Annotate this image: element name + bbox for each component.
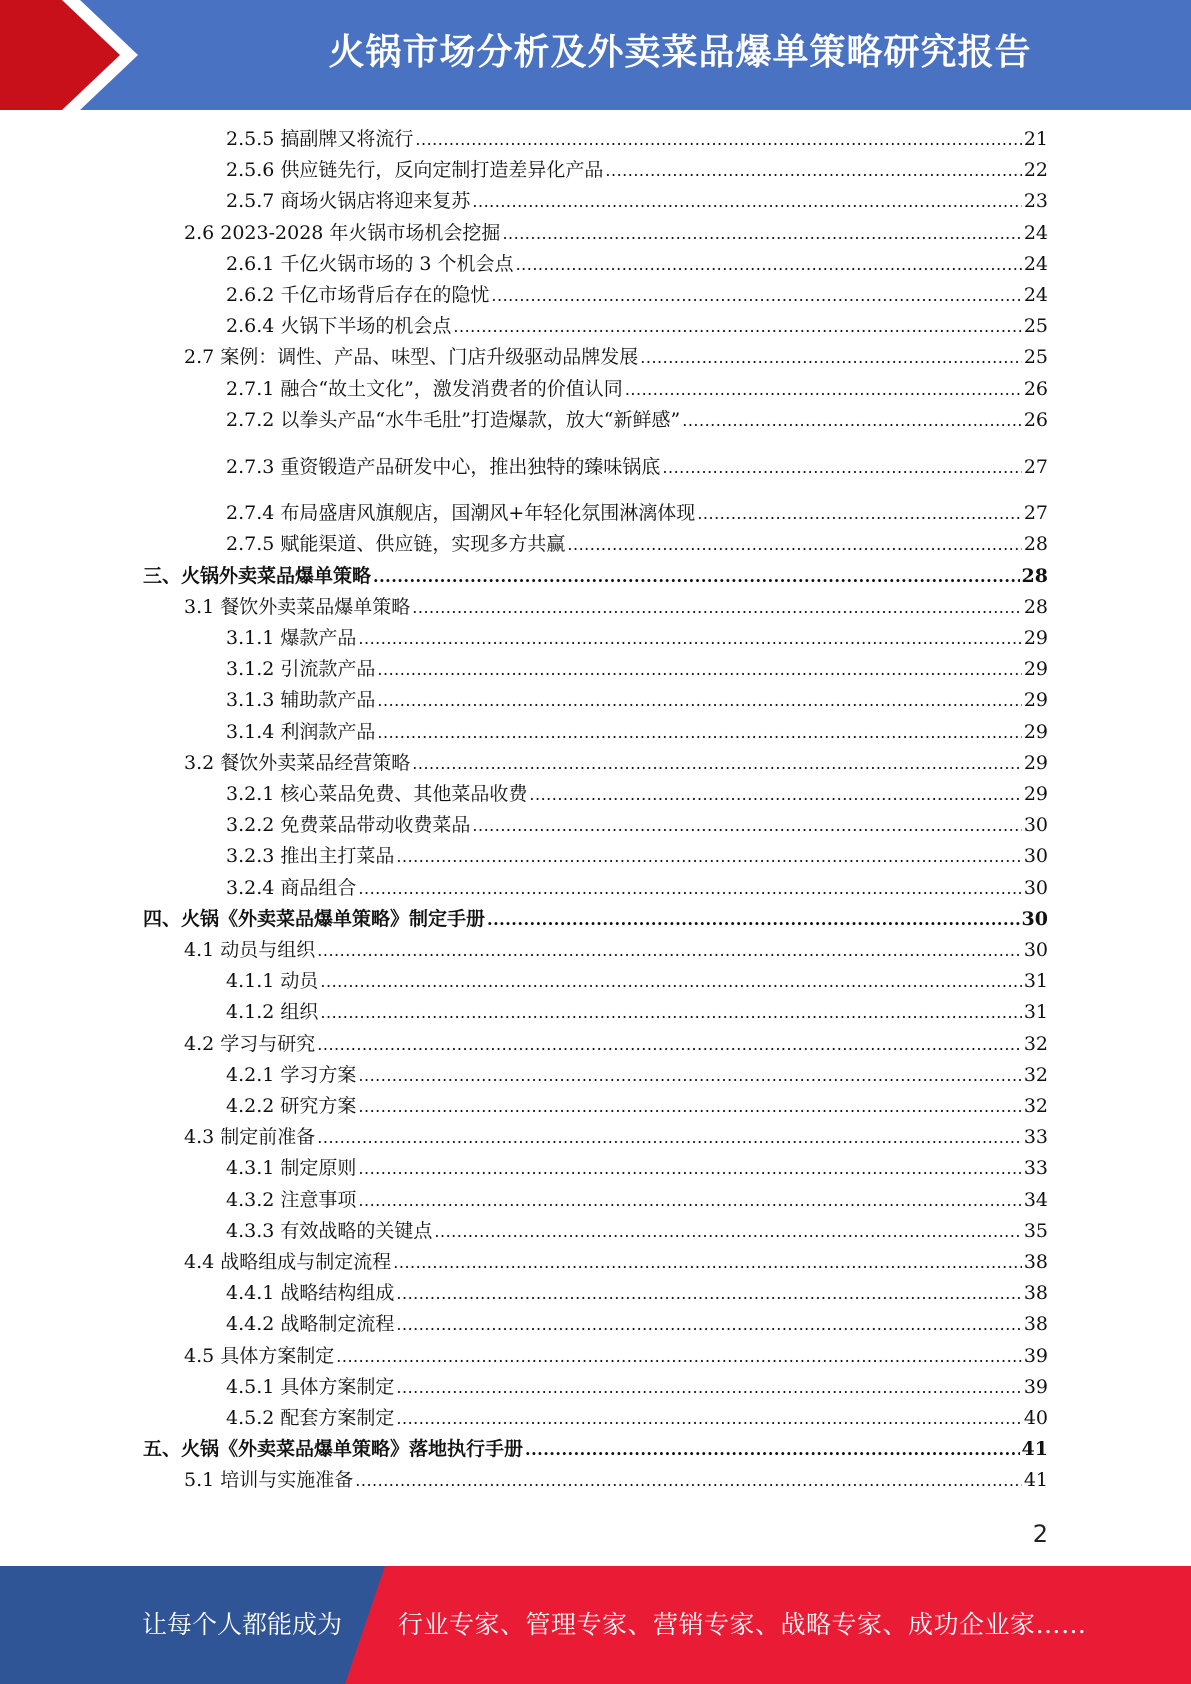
page-number: 2	[1032, 1520, 1048, 1548]
toc-dot-leader	[682, 408, 1022, 432]
toc-dot-leader	[412, 751, 1022, 775]
toc-entry[interactable]	[184, 1032, 1048, 1056]
toc-dot-leader	[487, 907, 1020, 931]
toc-dot-leader	[472, 813, 1021, 837]
toc-entry[interactable]	[226, 657, 1048, 681]
toc-entry-page: 41	[1021, 1438, 1048, 1461]
toc-entry[interactable]	[226, 158, 1048, 182]
toc-entry[interactable]	[226, 501, 1048, 525]
toc-entry[interactable]	[226, 189, 1048, 213]
toc-entry[interactable]	[226, 1094, 1048, 1118]
toc-entry-title: 2.7.3 重资锻造产品研发中心，推出独特的臻味锅底	[226, 456, 661, 478]
header-red-chevron	[0, 0, 150, 110]
toc-entry-title: 4.3.1 制定原则	[226, 1157, 357, 1180]
toc-dot-leader	[320, 1000, 1021, 1024]
toc-entry[interactable]	[226, 844, 1048, 868]
toc-entry-title: 3.2.3 推出主打菜品	[226, 845, 395, 868]
toc-dot-leader	[358, 876, 1021, 900]
toc-entry-page: 29	[1023, 720, 1048, 743]
toc-entry-title: 3.1.2 引流款产品	[226, 658, 376, 681]
toc-entry-page: 38	[1023, 1313, 1048, 1336]
toc-entry[interactable]	[226, 283, 1048, 307]
toc-entry-page: 29	[1023, 689, 1048, 712]
toc-entry-page: 29	[1023, 751, 1048, 774]
toc-dot-leader	[336, 1344, 1022, 1368]
toc-entry-title: 3.1 餐饮外卖菜品爆单策略	[184, 595, 411, 618]
toc-entry-title: 2.7 案例：调性、产品、味型、门店升级驱动品牌发展	[184, 346, 639, 369]
toc-entry[interactable]	[226, 455, 1048, 479]
toc-dot-leader	[377, 657, 1021, 681]
toc-entry-title: 4.3.2 注意事项	[226, 1188, 357, 1211]
toc-dot-leader	[434, 1219, 1021, 1243]
toc-entry[interactable]	[226, 1375, 1048, 1399]
toc-entry-title: 5.1 培训与实施准备	[184, 1469, 354, 1492]
toc-entry[interactable]	[184, 1125, 1048, 1149]
toc-entry[interactable]	[226, 782, 1048, 806]
toc-entry-page: 38	[1023, 1251, 1048, 1273]
toc-entry-page: 39	[1023, 1375, 1048, 1398]
toc-entry-page: 27	[1023, 502, 1048, 525]
toc-entry-title: 2.6.1 千亿火锅市场的 3 个机会点	[226, 252, 514, 275]
toc-entry-title: 4.3 制定前准备	[184, 1126, 316, 1149]
toc-entry-title: 4.3.3 有效战略的关键点	[226, 1219, 433, 1242]
toc-entry[interactable]	[226, 377, 1048, 401]
toc-entry-title: 3.2.4 商品组合	[226, 876, 357, 899]
toc-entry-title: 4.1.2 组织	[226, 1001, 319, 1024]
toc-dot-leader	[358, 626, 1021, 650]
toc-entry-page: 22	[1023, 159, 1048, 182]
toc-entry[interactable]	[226, 1063, 1048, 1087]
toc-entry-page: 29	[1023, 658, 1048, 681]
toc-entry[interactable]	[184, 221, 1048, 245]
toc-dot-leader	[317, 1125, 1022, 1149]
toc-entry-title: 3.2.2 免费菜品带动收费菜品	[226, 814, 471, 837]
toc-entry-page: 31	[1023, 1001, 1048, 1024]
toc-dot-leader	[529, 782, 1021, 806]
toc-dot-leader	[358, 1188, 1021, 1212]
footer-slogan-right: 行业专家、管理专家、营销专家、战略专家、成功企业家……	[398, 1610, 1087, 1639]
toc-entry-page: 32	[1023, 1063, 1048, 1086]
toc-entry-page: 30	[1023, 939, 1048, 961]
toc-entry[interactable]	[226, 1406, 1048, 1430]
toc-entry-title: 4.4.2 战略制定流程	[226, 1313, 395, 1336]
header-banner	[0, 0, 1191, 110]
toc-entry[interactable]	[143, 907, 1048, 931]
toc-entry-page: 30	[1023, 845, 1048, 868]
toc-entry-page: 29	[1023, 627, 1048, 649]
toc-entry-page: 24	[1023, 284, 1048, 306]
toc-dot-leader	[393, 1250, 1022, 1274]
toc-entry[interactable]	[226, 626, 1048, 650]
toc-dot-leader	[567, 532, 1021, 556]
toc-dot-leader	[396, 1375, 1021, 1399]
toc-entry-page: 30	[1023, 876, 1048, 899]
toc-entry-title: 4.2.1 学习方案	[226, 1063, 357, 1086]
toc-entry-page: 24	[1023, 221, 1048, 244]
toc-entry-title: 2.6.2 千亿市场背后存在的隐忧	[226, 284, 490, 306]
toc-entry-page: 23	[1023, 190, 1048, 213]
toc-entry[interactable]	[226, 876, 1048, 900]
toc-entry[interactable]	[226, 127, 1048, 151]
toc-dot-leader	[516, 252, 1022, 276]
toc-dot-leader	[640, 345, 1022, 369]
toc-entry-title: 4.5.2 配套方案制定	[226, 1407, 395, 1429]
toc-entry-title: 2.7.4 布局盛唐风旗舰店，国潮风+年轻化氛围淋漓体现	[226, 502, 696, 525]
toc-entry-page: 28	[1023, 533, 1048, 556]
toc-dot-leader	[317, 938, 1022, 962]
footer-slogan-left: 让每个人都能成为	[142, 1610, 343, 1639]
toc-entry[interactable]	[226, 1281, 1048, 1305]
toc-dot-leader	[358, 1156, 1021, 1180]
toc-entry[interactable]	[184, 938, 1048, 962]
toc-entry-title: 2.5.5 搞副牌又将流行	[226, 128, 414, 150]
footer-banner	[0, 1566, 1191, 1684]
toc-entry-page: 25	[1023, 315, 1048, 338]
report-title: 火锅市场分析及外卖菜品爆单策略研究报告	[328, 32, 1032, 73]
toc-entry-title: 4.1 动员与组织	[184, 939, 316, 961]
toc-dot-leader	[396, 1281, 1021, 1305]
toc-dot-leader	[453, 314, 1021, 338]
toc-entry-page: 40	[1023, 1407, 1048, 1429]
toc-entry[interactable]	[226, 1188, 1048, 1212]
toc-entry-title: 4.5 具体方案制定	[184, 1344, 335, 1367]
toc-entry[interactable]	[226, 1156, 1048, 1180]
toc-dot-leader	[358, 1063, 1021, 1087]
toc-entry[interactable]	[184, 1250, 1048, 1274]
toc-entry[interactable]	[226, 252, 1048, 276]
toc-entry-title: 4.2.2 研究方案	[226, 1095, 357, 1117]
toc-dot-leader	[373, 564, 1020, 588]
toc-entry-page: 39	[1023, 1344, 1048, 1367]
toc-entry-title: 3.1.4 利润款产品	[226, 720, 376, 743]
toc-entry-page: 38	[1023, 1282, 1048, 1305]
toc-dot-leader	[396, 844, 1021, 868]
toc-entry[interactable]	[143, 1437, 1048, 1461]
toc-entry-title: 2.6 2023-2028 年火锅市场机会挖掘	[184, 221, 501, 244]
toc-entry[interactable]	[226, 408, 1048, 432]
toc-dot-leader	[605, 158, 1021, 182]
toc-entry-title: 2.6.4 火锅下半场的机会点	[226, 315, 452, 338]
toc-entry[interactable]	[226, 1000, 1048, 1024]
toc-dot-leader	[320, 969, 1021, 993]
toc-entry-page: 27	[1023, 456, 1048, 478]
toc-dot-leader	[355, 1468, 1022, 1492]
toc-entry[interactable]	[184, 1344, 1048, 1368]
toc-entry[interactable]	[184, 345, 1048, 369]
toc-dot-leader	[377, 720, 1021, 744]
toc-dot-leader	[415, 127, 1021, 151]
toc-dot-leader	[396, 1406, 1021, 1430]
toc-entry-title: 2.5.6 供应链先行，反向定制打造差异化产品	[226, 159, 604, 182]
toc-entry-page: 31	[1023, 970, 1048, 993]
toc-dot-leader	[317, 1032, 1022, 1056]
toc-entry-page: 32	[1023, 1095, 1048, 1117]
toc-dot-leader	[396, 1312, 1021, 1336]
toc-dot-leader	[491, 283, 1021, 307]
toc-entry-title: 2.7.5 赋能渠道、供应链，实现多方共赢	[226, 533, 566, 556]
toc-entry-page: 32	[1023, 1032, 1048, 1055]
toc-dot-leader	[412, 595, 1022, 619]
toc-entry-page: 28	[1023, 595, 1048, 618]
toc-dot-leader	[377, 688, 1021, 712]
toc-entry-title: 4.5.1 具体方案制定	[226, 1375, 395, 1398]
toc-entry[interactable]	[184, 1468, 1048, 1492]
toc-entry-title: 五、火锅《外卖菜品爆单策略》落地执行手册	[143, 1438, 524, 1461]
toc-entry-page: 33	[1023, 1157, 1048, 1180]
toc-entry[interactable]	[226, 969, 1048, 993]
toc-entry-title: 3.2 餐饮外卖菜品经营策略	[184, 751, 411, 774]
toc-entry-page: 25	[1023, 346, 1048, 369]
toc-entry-page: 35	[1023, 1219, 1048, 1242]
toc-entry-title: 三、火锅外卖菜品爆单策略	[143, 564, 372, 587]
toc-entry[interactable]	[143, 564, 1048, 588]
toc-entry-title: 4.4.1 战略结构组成	[226, 1282, 395, 1305]
toc-dot-leader	[472, 189, 1021, 213]
toc-entry-page: 29	[1023, 783, 1048, 805]
toc-entry-title: 4.1.1 动员	[226, 970, 319, 993]
toc-entry[interactable]	[226, 1312, 1048, 1336]
toc-dot-leader	[525, 1437, 1020, 1461]
toc-entry-page: 26	[1023, 408, 1048, 431]
toc-entry-page: 28	[1021, 564, 1048, 587]
toc-dot-leader	[625, 377, 1022, 401]
toc-dot-leader	[662, 455, 1021, 479]
toc-entry[interactable]	[226, 314, 1048, 338]
toc-entry[interactable]	[226, 688, 1048, 712]
toc-entry-title: 3.1.1 爆款产品	[226, 627, 357, 649]
toc-entry[interactable]	[184, 751, 1048, 775]
toc-entry-page: 30	[1021, 907, 1048, 930]
toc-entry-title: 4.4 战略组成与制定流程	[184, 1251, 392, 1273]
toc-entry-title: 3.2.1 核心菜品免费、其他菜品收费	[226, 783, 528, 805]
toc-entry[interactable]	[226, 1219, 1048, 1243]
toc-entry-page: 24	[1023, 252, 1048, 275]
toc-dot-leader	[697, 501, 1022, 525]
toc-entry-page: 26	[1023, 377, 1048, 400]
toc-entry-title: 3.1.3 辅助款产品	[226, 689, 376, 712]
toc-dot-leader	[502, 221, 1021, 245]
toc-entry-title: 2.5.7 商场火锅店将迎来复苏	[226, 190, 471, 213]
toc-entry-page: 33	[1023, 1126, 1048, 1149]
toc-entry[interactable]	[184, 595, 1048, 619]
toc-entry-page: 34	[1023, 1188, 1048, 1211]
toc-entry-title: 四、火锅《外卖菜品爆单策略》制定手册	[143, 907, 486, 930]
toc-entry[interactable]	[226, 532, 1048, 556]
toc-entry-page: 21	[1023, 128, 1048, 150]
toc-entry-title: 2.7.2 以拳头产品“水牛毛肚”打造爆款，放大“新鲜感”	[226, 408, 681, 431]
toc-entry-title: 4.2 学习与研究	[184, 1032, 316, 1055]
toc-entry-page: 30	[1023, 814, 1048, 837]
toc-entry[interactable]	[226, 813, 1048, 837]
toc-dot-leader	[358, 1094, 1021, 1118]
toc-entry[interactable]	[226, 720, 1048, 744]
toc-entry-page: 41	[1023, 1469, 1048, 1492]
toc-entry-title: 2.7.1 融合“故土文化”，激发消费者的价值认同	[226, 377, 623, 400]
